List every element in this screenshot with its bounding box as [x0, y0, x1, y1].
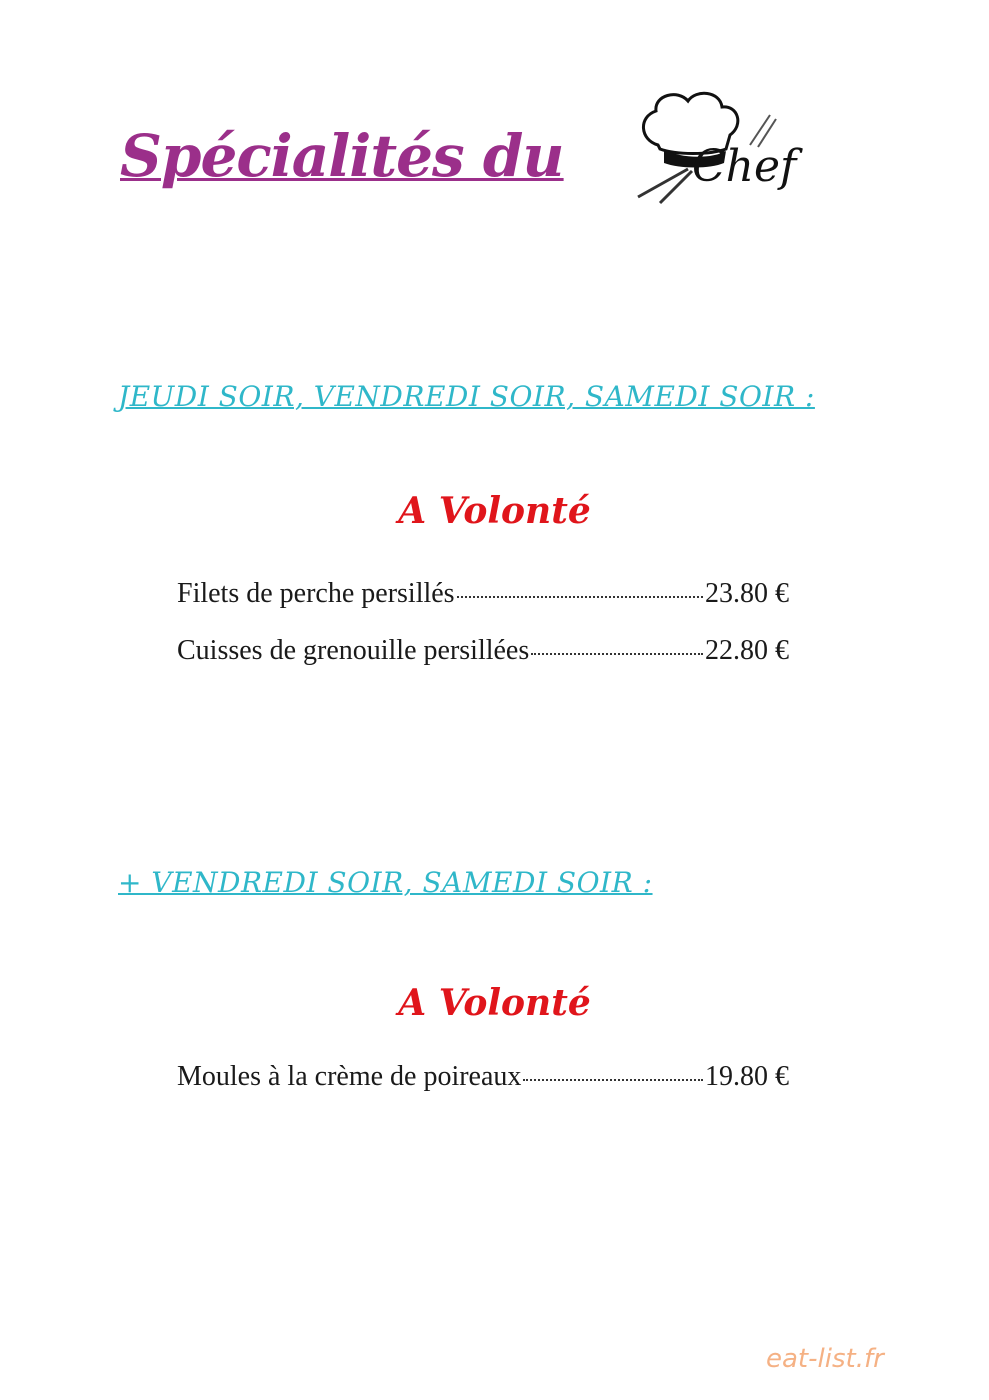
dotted-leader	[531, 653, 703, 655]
page-title: Spécialités du	[120, 122, 564, 190]
logo-text: Chef	[692, 141, 797, 192]
dotted-leader	[523, 1079, 703, 1081]
dotted-leader	[457, 596, 703, 598]
menu-item-price: 23.80 €	[705, 578, 789, 609]
menu-item	[177, 635, 789, 667]
menu-item	[177, 1061, 789, 1093]
section-2-heading: + VENDREDI SOIR, SAMEDI SOIR :	[118, 866, 653, 899]
section-1-subheading: A Volonté	[398, 490, 591, 532]
section-1-heading: JEUDI SOIR, VENDREDI SOIR, SAMEDI SOIR :	[118, 380, 815, 413]
section-2-subheading: A Volonté	[398, 982, 591, 1024]
menu-item-name: Moules à la crème de poireaux	[177, 1061, 522, 1092]
menu-item	[177, 578, 789, 610]
menu-item-name: Cuisses de grenouille persillées	[177, 635, 530, 666]
watermark: eat-list.fr	[766, 1344, 884, 1374]
chef-hat-cutlery-icon	[630, 85, 820, 210]
menu-item-price: 19.80 €	[705, 1061, 789, 1092]
menu-item-price: 22.80 €	[705, 635, 789, 666]
menu-item-name: Filets de perche persillés	[177, 578, 455, 609]
